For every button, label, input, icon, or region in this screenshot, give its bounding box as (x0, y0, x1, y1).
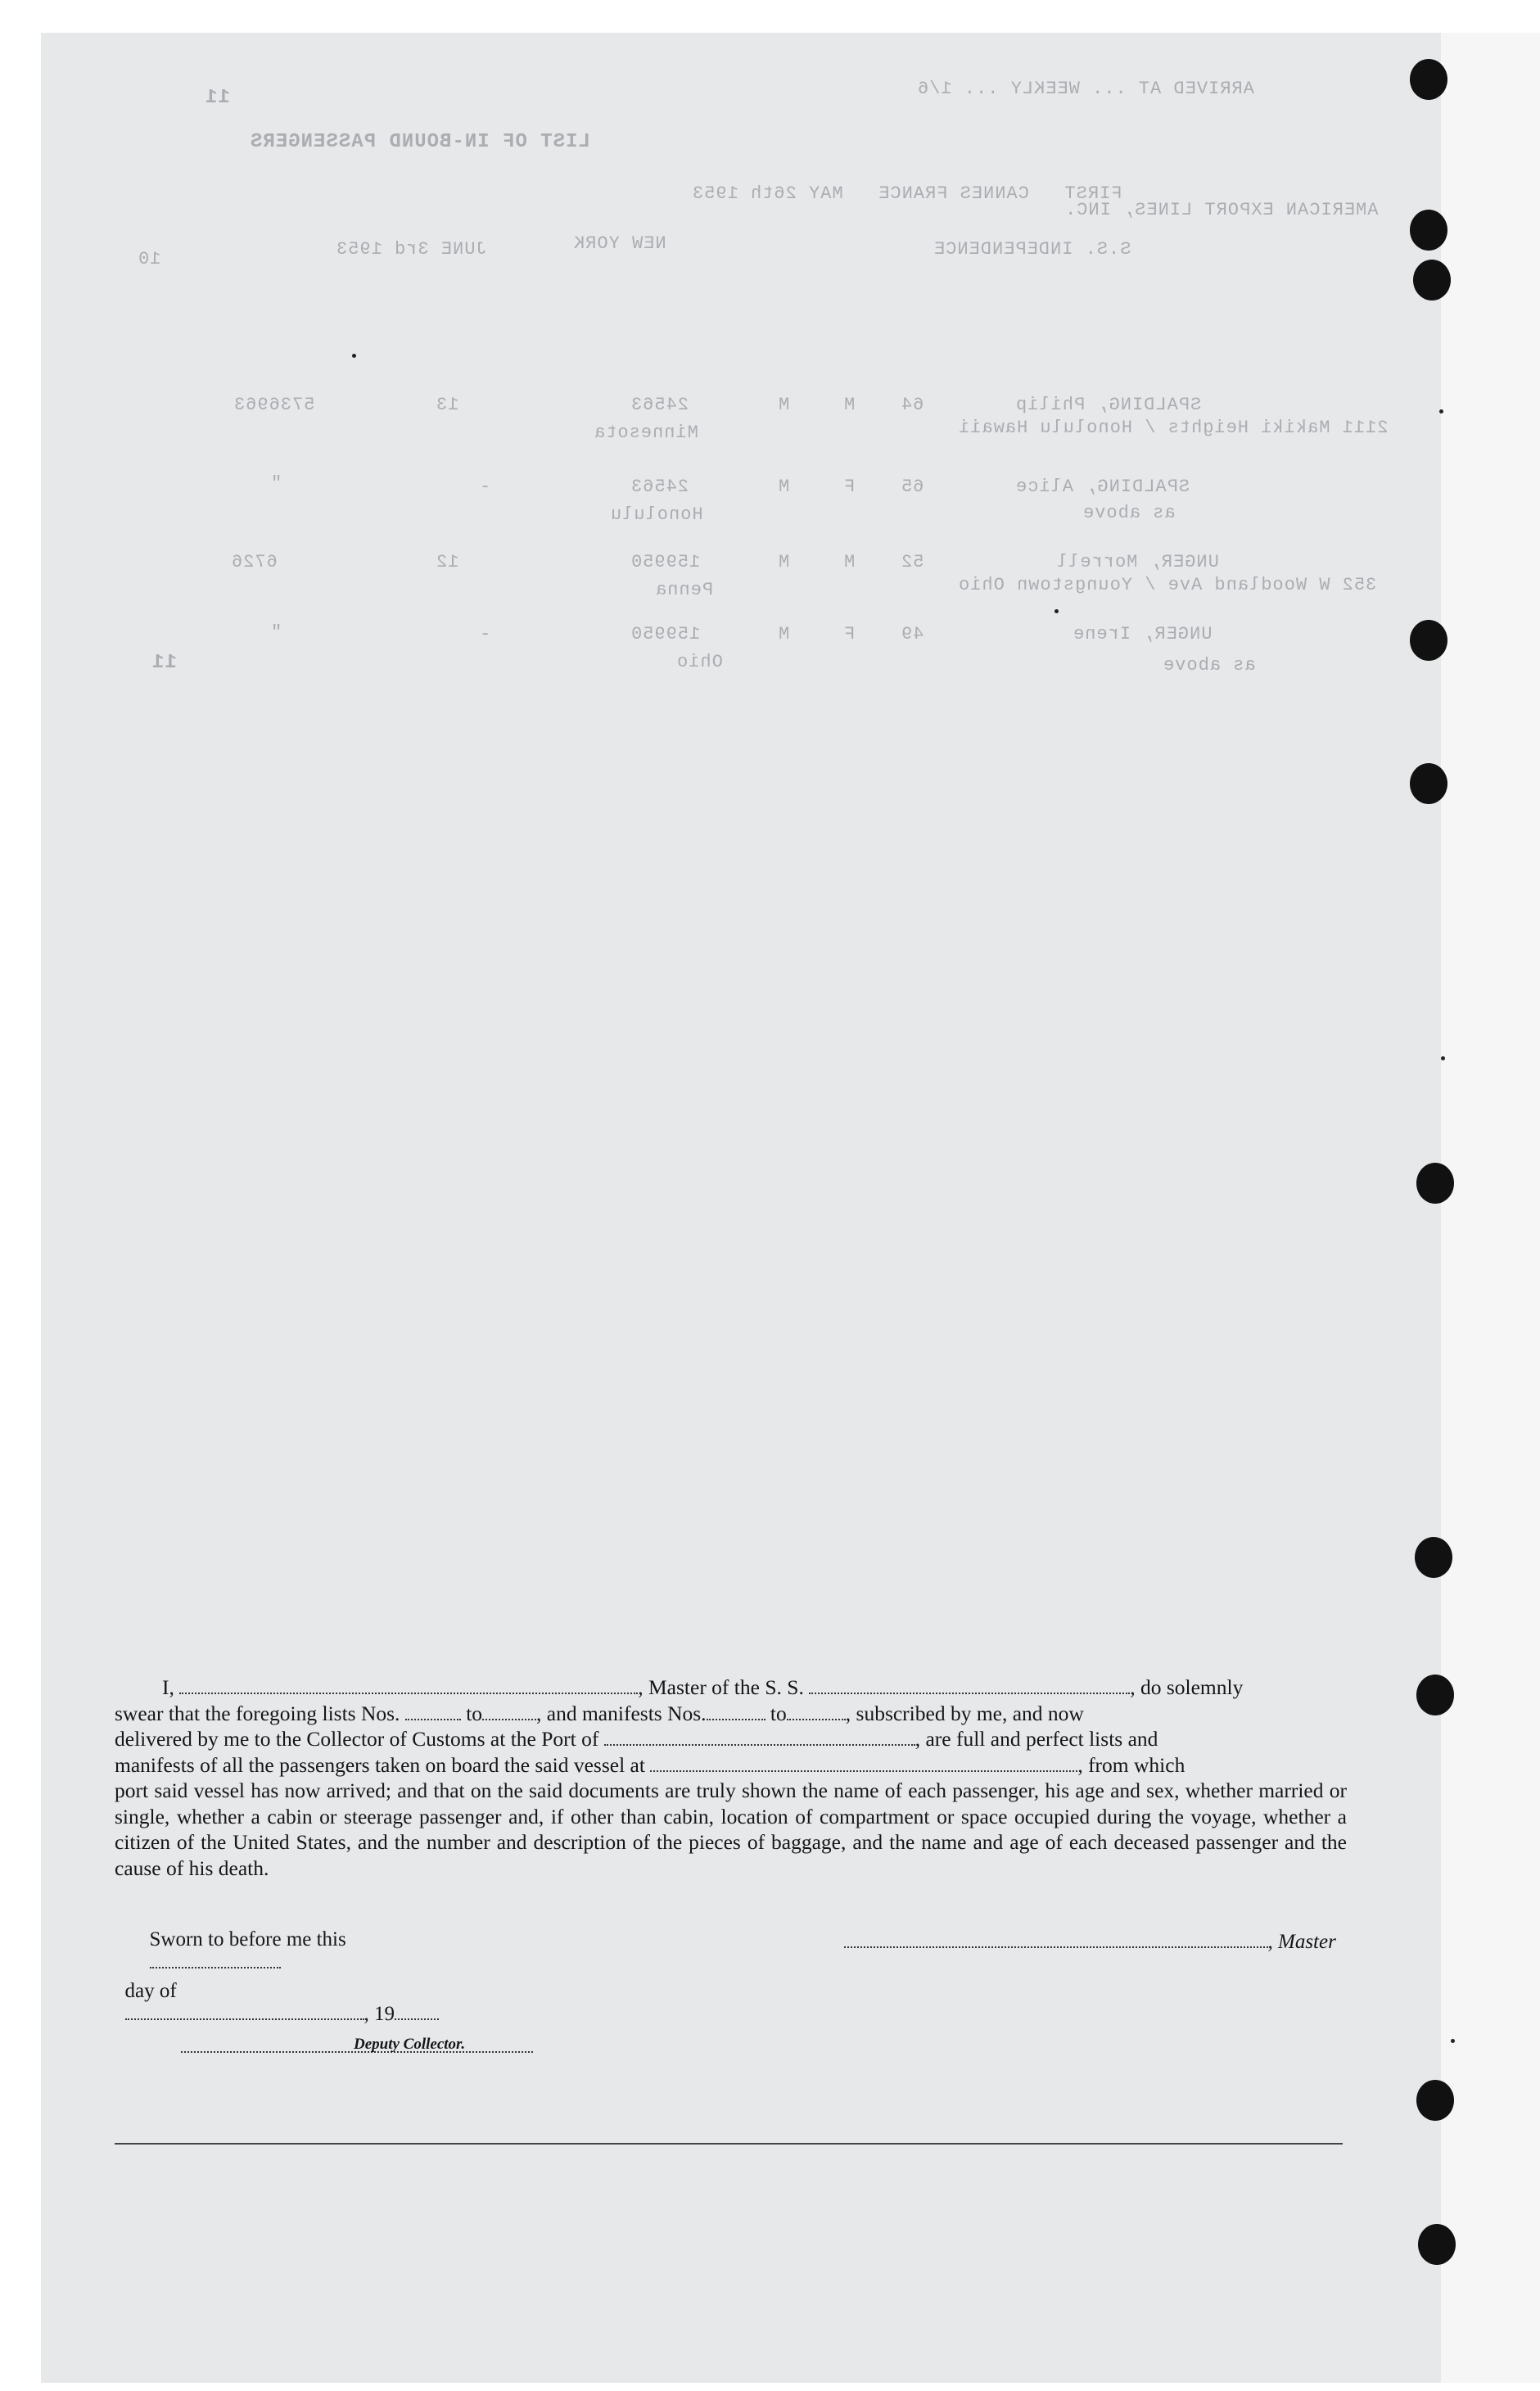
bleed-title: LIST OF IN-BOUND PASSENGERS (250, 131, 590, 153)
port-blank[interactable] (604, 1729, 915, 1746)
oath-i: I, (162, 1675, 174, 1699)
oath-to-1: to (466, 1701, 483, 1725)
bleed-ship-line: FIRST CANNES FRANCE MAY 26th 1953 (692, 183, 1122, 204)
punch-hole (1410, 763, 1447, 804)
speck (1055, 609, 1059, 613)
lists-to-blank[interactable] (482, 1704, 536, 1720)
bleed-row-passport: 24563 (630, 477, 689, 497)
punch-hole (1416, 1163, 1454, 1204)
manifests-from-blank[interactable] (707, 1704, 765, 1720)
master-label: , Master (1267, 1931, 1336, 1953)
bleed-row-addr: as above (1163, 655, 1256, 676)
punch-hole (1410, 210, 1447, 251)
deputy-line (170, 2013, 533, 2059)
master-signature-blank[interactable] (844, 1932, 1268, 1948)
punch-hole (1416, 1675, 1454, 1715)
master-signature-line (833, 1908, 1336, 1954)
bleed-row-name: UNGER, Morrell (1056, 552, 1219, 572)
bleed-row-nos: 12 (436, 552, 459, 572)
master-oath (115, 1675, 1347, 1881)
bleed-row-addr: 352 W Woodland Ave / Youngstown Ohio (958, 575, 1377, 595)
punch-hole (1410, 620, 1447, 661)
oath-subscribed: , subscribed by me, and now (845, 1701, 1084, 1725)
oath-full-lists: , are full and perfect lists and (915, 1727, 1158, 1751)
oath-from-which: , from which (1077, 1752, 1185, 1777)
bleed-row-age: 52 (901, 552, 924, 572)
year-prefix: , 19 (364, 2003, 395, 2025)
punch-hole (1410, 59, 1447, 100)
punch-hole (1418, 2224, 1456, 2265)
bleed-company: AMERICAN EXPORT LINES, INC. (1064, 200, 1379, 220)
bleed-row-age: 64 (901, 395, 924, 415)
oath-line-2 (115, 1701, 1347, 1727)
oath-delivered: delivered by me to the Collector of Customs at the Port of (115, 1727, 599, 1751)
oath-line-4 (115, 1752, 1347, 1779)
bleed-bottom-mark: 11 (151, 652, 177, 674)
day-of-text: day of (124, 1980, 177, 2002)
bleed-header-line: ARRIVED AT ... WEEKLY ... 1/6 (917, 79, 1254, 99)
oath-to-2: to (770, 1701, 787, 1725)
speck (1441, 1056, 1445, 1060)
deputy-collector-label: Deputy Collector. (354, 2036, 466, 2053)
oath-manifests-all: manifests of all the passengers taken on board the said vessel at (115, 1752, 645, 1777)
bleed-row-ref: 5736963 (233, 395, 315, 415)
bleed-row-nos: - (479, 477, 491, 497)
lists-from-blank[interactable] (405, 1704, 461, 1720)
master-name-blank[interactable] (179, 1678, 638, 1694)
bleed-row-name: SPALDING, Alice (1015, 477, 1190, 497)
speck (352, 354, 356, 358)
oath-master-of: , Master of the S. S. (638, 1675, 804, 1699)
bleed-row-nos: - (479, 624, 491, 644)
bleed-row-nos: 13 (436, 395, 459, 415)
sworn-text: Sworn to before me this (149, 1928, 346, 1950)
bleed-row-status: M (778, 552, 790, 572)
bleed-row-addr: 2111 Makiki Heights / Honolulu Hawaii (958, 418, 1389, 438)
bleed-row-sex: F (843, 624, 856, 644)
bleed-side-page: 10 (138, 249, 161, 269)
bleed-row-name: UNGER, Irene (1073, 624, 1213, 644)
speck (1439, 409, 1443, 414)
bleed-row-status: M (778, 477, 790, 497)
oath-body: port said vessel has now arrived; and that on the said documents are truly shown the name of each passenger, his age and sex, whether married or single, whether a cabin or steerage passenger and, if other than cabin, location of compartment or space occupied during the voyage, whether a citizen of the United States, and the number and description of the pieces of baggage, and the name and age of each deceased passenger and the cause of his death. (115, 1779, 1347, 1880)
bleed-row-sex: M (843, 552, 856, 572)
bleed-row-passport: 159950 (630, 624, 701, 644)
oath-line-1 (115, 1675, 1347, 1701)
bleed-row-sex: F (843, 477, 856, 497)
departure-port-blank[interactable] (650, 1756, 1077, 1772)
bleed-port: NEW YORK (573, 233, 666, 254)
bleed-page-number: 11 (205, 87, 230, 109)
ship-name-blank[interactable] (809, 1678, 1130, 1694)
bleed-row-age: 49 (901, 624, 924, 644)
bleed-row-status: M (778, 624, 790, 644)
oath-swear: swear that the foregoing lists Nos. (115, 1701, 400, 1725)
punch-hole (1416, 2080, 1454, 2121)
bleed-row-state: Penna (655, 580, 714, 600)
bleed-row-name: SPALDING, Philip (1015, 395, 1202, 415)
bleed-row-state: Ohio (676, 652, 723, 672)
bleed-row-age: 65 (901, 477, 924, 497)
bleed-date: JUNE 3rd 1953 (336, 239, 487, 260)
bleed-row-state: Honolulu (610, 504, 703, 525)
bleed-row-addr: as above (1082, 503, 1176, 523)
binder-margin (1441, 33, 1540, 2383)
punch-hole (1413, 260, 1451, 301)
bleed-row-passport: 159950 (630, 552, 701, 572)
bleed-row-status: M (778, 395, 790, 415)
bleed-row-passport: 24563 (630, 395, 689, 415)
oath-solemnly: , do solemnly (1130, 1675, 1244, 1699)
punch-hole (1415, 1537, 1452, 1578)
bleed-row-sex: M (843, 395, 856, 415)
bleed-row-ref: 6726 (231, 552, 278, 572)
speck (1451, 2039, 1455, 2043)
bleed-row-state: Minnesota (594, 423, 698, 443)
oath-manifests: , and manifests Nos. (536, 1701, 707, 1725)
oath-line-3 (115, 1726, 1347, 1752)
bottom-rule (115, 2143, 1343, 2145)
bleed-vessel: S.S. INDEPENDENCE (933, 239, 1131, 260)
bleed-row-ref: " (270, 473, 282, 494)
bleed-row-ref: " (270, 622, 282, 643)
manifests-to-blank[interactable] (787, 1704, 846, 1720)
